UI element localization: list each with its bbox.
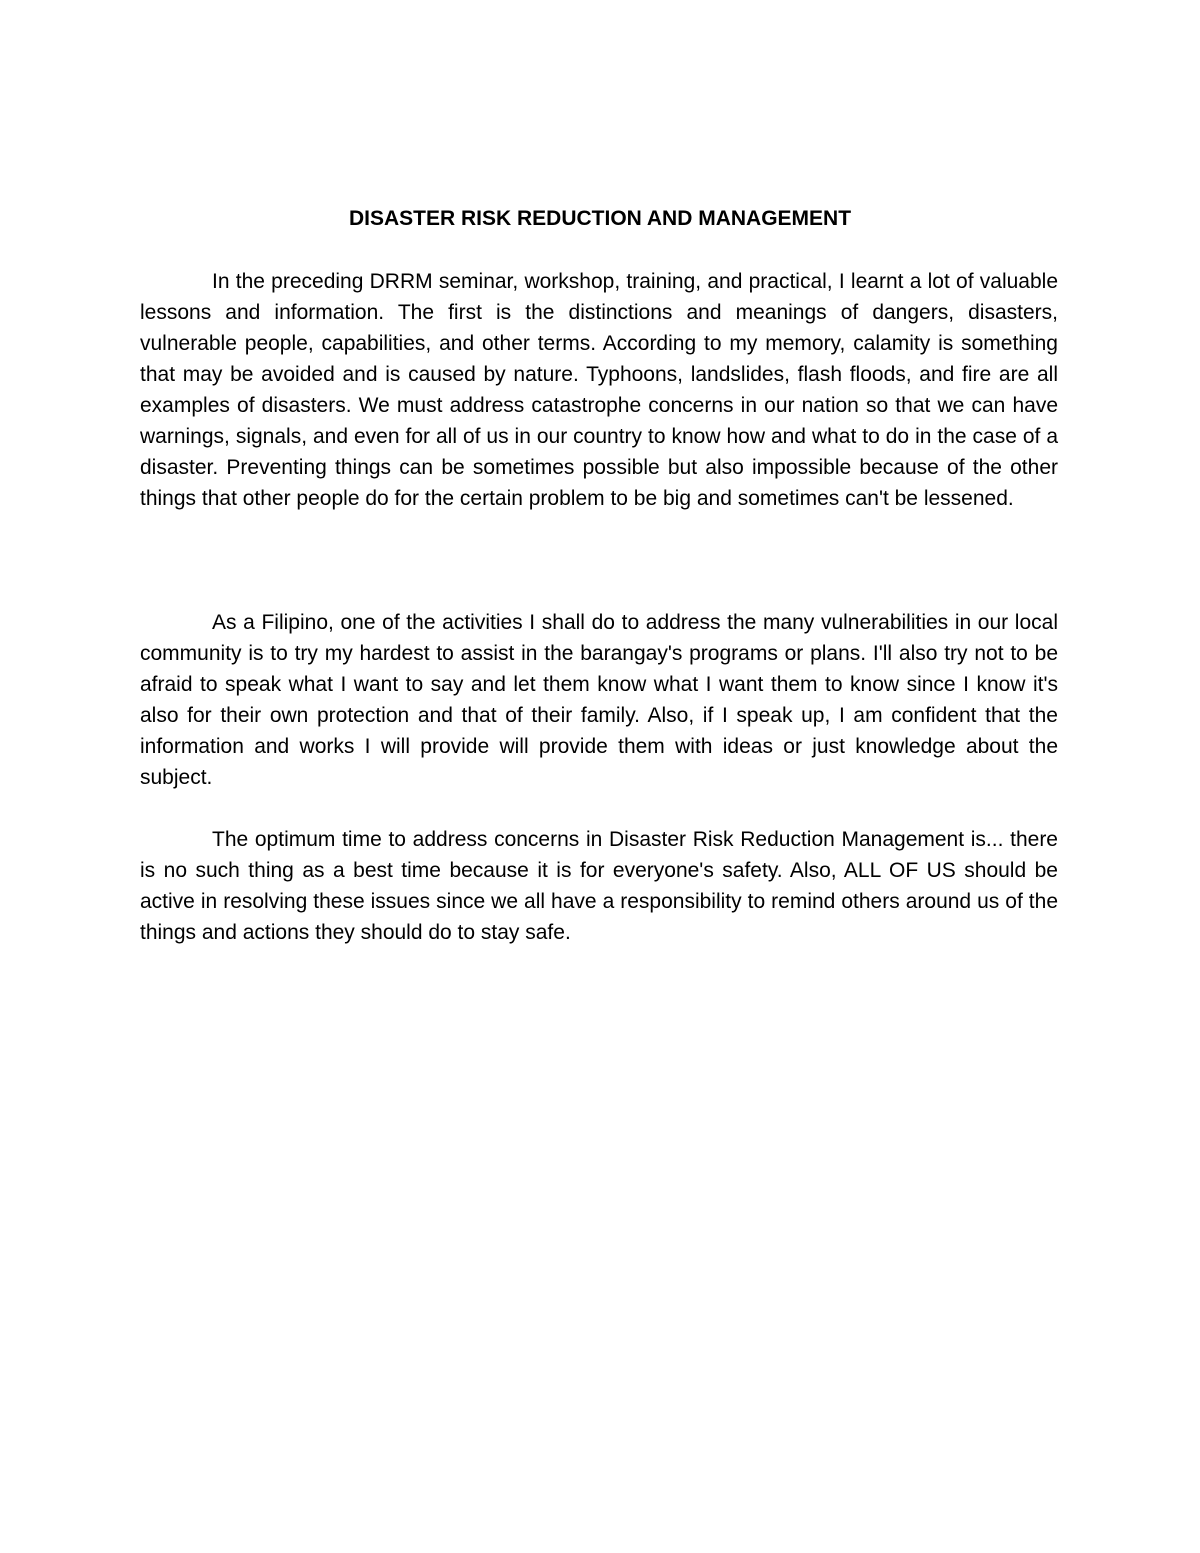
paragraph-optimum-time: The optimum time to address concerns in Disaster Risk Reduction Management is... there is no such thing as a best time because it is for everyone's safety. Also, ALL OF US should be active in resolving these issues since we all have a responsibility to remind others around us of the things and actions they should do to stay safe. (140, 828, 1058, 944)
paragraph-drrm-lessons: In the preceding DRRM seminar, workshop, training, and practical, I learnt a lot of valuable lessons and information. The first is the distinctions and meanings of dangers, disasters, vulnerable people, capabilities, and other terms. According to my memory, calamity is something that may be avoided and is caused by nature. Typhoons, landslides, flash floods, and fire are all examples of disasters. We must address catastrophe concerns in our nation so that we can have warnings, signals, and even for all of us in our country to know how and what to do in the case of a disaster. Preventing things can be sometimes possible but also impossible because of the other things that other people do for the certain problem to be big and sometimes can't be lessened. (140, 270, 1058, 510)
document-title: DISASTER RISK REDUCTION AND MANAGEMENT (348, 207, 852, 230)
paragraph-community-activities: As a Filipino, one of the activities I shall do to address the many vulnerabilities in our local community is to try my hardest to assist in the barangay's programs or plans. I'll also try not to be afraid to speak what I want to say and let them know what I want them to know since I know it's also for their own protection and that of their family. Also, if I speak up, I am confident that the information and works I will provide will provide them with ideas or just knowledge about the subject. (140, 611, 1058, 789)
